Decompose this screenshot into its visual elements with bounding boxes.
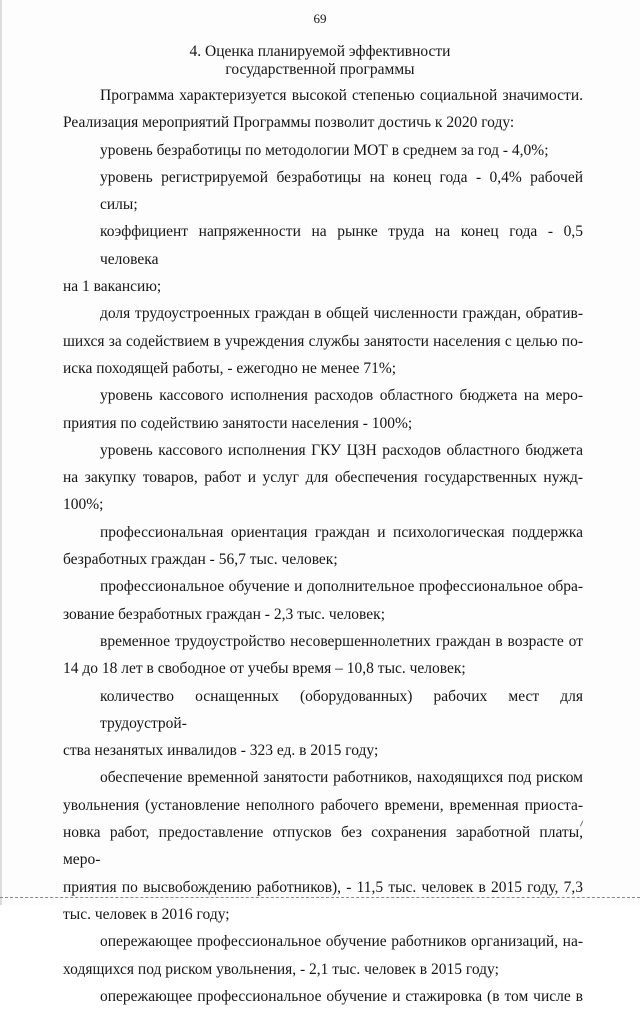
text-line: на 1 вакансию;	[63, 278, 162, 296]
text-line: временное трудоустройство несовершеннолетних граждан в возрасте от	[100, 632, 583, 650]
text-line: 14 до 18 лет в свободное от учебы время – 10,8 тыс. человек;	[63, 660, 466, 678]
text-line: коэффициент напряженности на рынке труда на конец года - 0,5 человека	[100, 223, 583, 268]
text-line: профессиональное обучение и дополнительное профессиональное обра-	[100, 578, 583, 596]
paragraph	[63, 82, 583, 109]
paragraph	[63, 737, 583, 764]
page-bottom-edge	[0, 897, 640, 900]
heading-line-2: государственной программы	[225, 61, 415, 78]
text-line: опережающее профессиональное обучение работников организаций, на-	[100, 933, 583, 951]
text-line: уровень кассового исполнения расходов областного бюджета на меро-	[100, 387, 583, 405]
paragraph	[63, 273, 583, 300]
paragraph	[63, 300, 583, 355]
paragraph	[63, 683, 583, 738]
paragraph	[63, 410, 583, 437]
paragraph	[63, 655, 583, 682]
text-line: количество оснащенных (оборудованных) рабочих мест для трудоустрой-	[100, 687, 583, 732]
text-line: опережающее профессиональное обучение и стажировка (в том числе в	[100, 987, 583, 1005]
text-line: 100%;	[63, 496, 104, 514]
paragraph	[63, 983, 583, 1010]
paragraph	[63, 355, 583, 382]
text-line: профессиональная ориентация граждан и психологическая поддержка	[100, 523, 583, 541]
text-line: Реализация мероприятий Программы позволит достичь к 2020 году:	[63, 114, 515, 132]
paragraph	[63, 601, 583, 628]
text-line: ходящихся под риском увольнения, - 2,1 тыс. человек в 2015 году;	[63, 960, 499, 978]
paragraph	[63, 437, 583, 492]
paragraph	[63, 164, 583, 219]
text-line: доля трудоустроенных граждан в общей численности граждан, обратив-	[100, 305, 583, 323]
text-line: уровень регистрируемой безработицы на конец года - 0,4% рабочей силы;	[100, 168, 583, 214]
body-text	[63, 82, 583, 1010]
text-line: приятия по высвобождению работников), - 11,5 тыс. человек в 2015 году, 7,3	[63, 878, 583, 896]
text-line: приятия по содействию занятости населения - 100%;	[63, 414, 413, 432]
text-line: безработных граждан - 56,7 тыс. человек;	[63, 551, 338, 569]
section-heading	[0, 43, 640, 79]
paragraph	[63, 956, 583, 983]
heading-line-1: 4. Оценка планируемой эффективности	[189, 43, 451, 60]
text-line: тыс. человек в 2016 году;	[63, 905, 230, 923]
paragraph	[63, 928, 583, 955]
text-line: увольнения (установление неполного рабочего времени, временная приоста-	[63, 796, 583, 814]
paragraph	[63, 546, 583, 573]
text-line: новка работ, предоставление отпусков без сохранения заработной платы, меро-	[63, 824, 583, 869]
text-line: уровень кассового исполнения ГКУ ЦЗН расходов областного бюджета	[100, 441, 583, 459]
paragraph	[63, 901, 583, 928]
paragraph	[63, 218, 583, 273]
paragraph	[63, 628, 583, 655]
scan-mark	[580, 821, 585, 828]
text-line: ства незанятых инвалидов - 323 ед. в 2015 году;	[63, 742, 379, 760]
paragraph	[63, 764, 583, 900]
paragraph	[63, 491, 583, 518]
text-line: Программа характеризуется высокой степенью социальной значимости.	[100, 87, 583, 104]
paragraph	[63, 519, 583, 546]
paragraph	[63, 573, 583, 600]
paragraph	[63, 382, 583, 409]
text-line: зование безработных граждан - 2,3 тыс. человек;	[63, 605, 386, 623]
paragraph	[63, 109, 583, 136]
text-line: уровень безработицы по методологии МОТ в среднем за год - 4,0%;	[100, 141, 549, 159]
text-line: обеспечение временной занятости работников, находящихся под риском	[100, 769, 583, 787]
paragraph	[63, 137, 583, 164]
text-line: на закупку товаров, работ и услуг для обеспечения государственных нужд-	[63, 469, 583, 487]
text-line: шихся за содействием в учреждения службы занятости населения с целью по-	[63, 332, 583, 350]
page-number: 69	[313, 11, 327, 26]
scan-edge	[0, 0, 2, 905]
text-line: иска походящей работы, - ежегодно не менее 71%;	[63, 359, 397, 377]
